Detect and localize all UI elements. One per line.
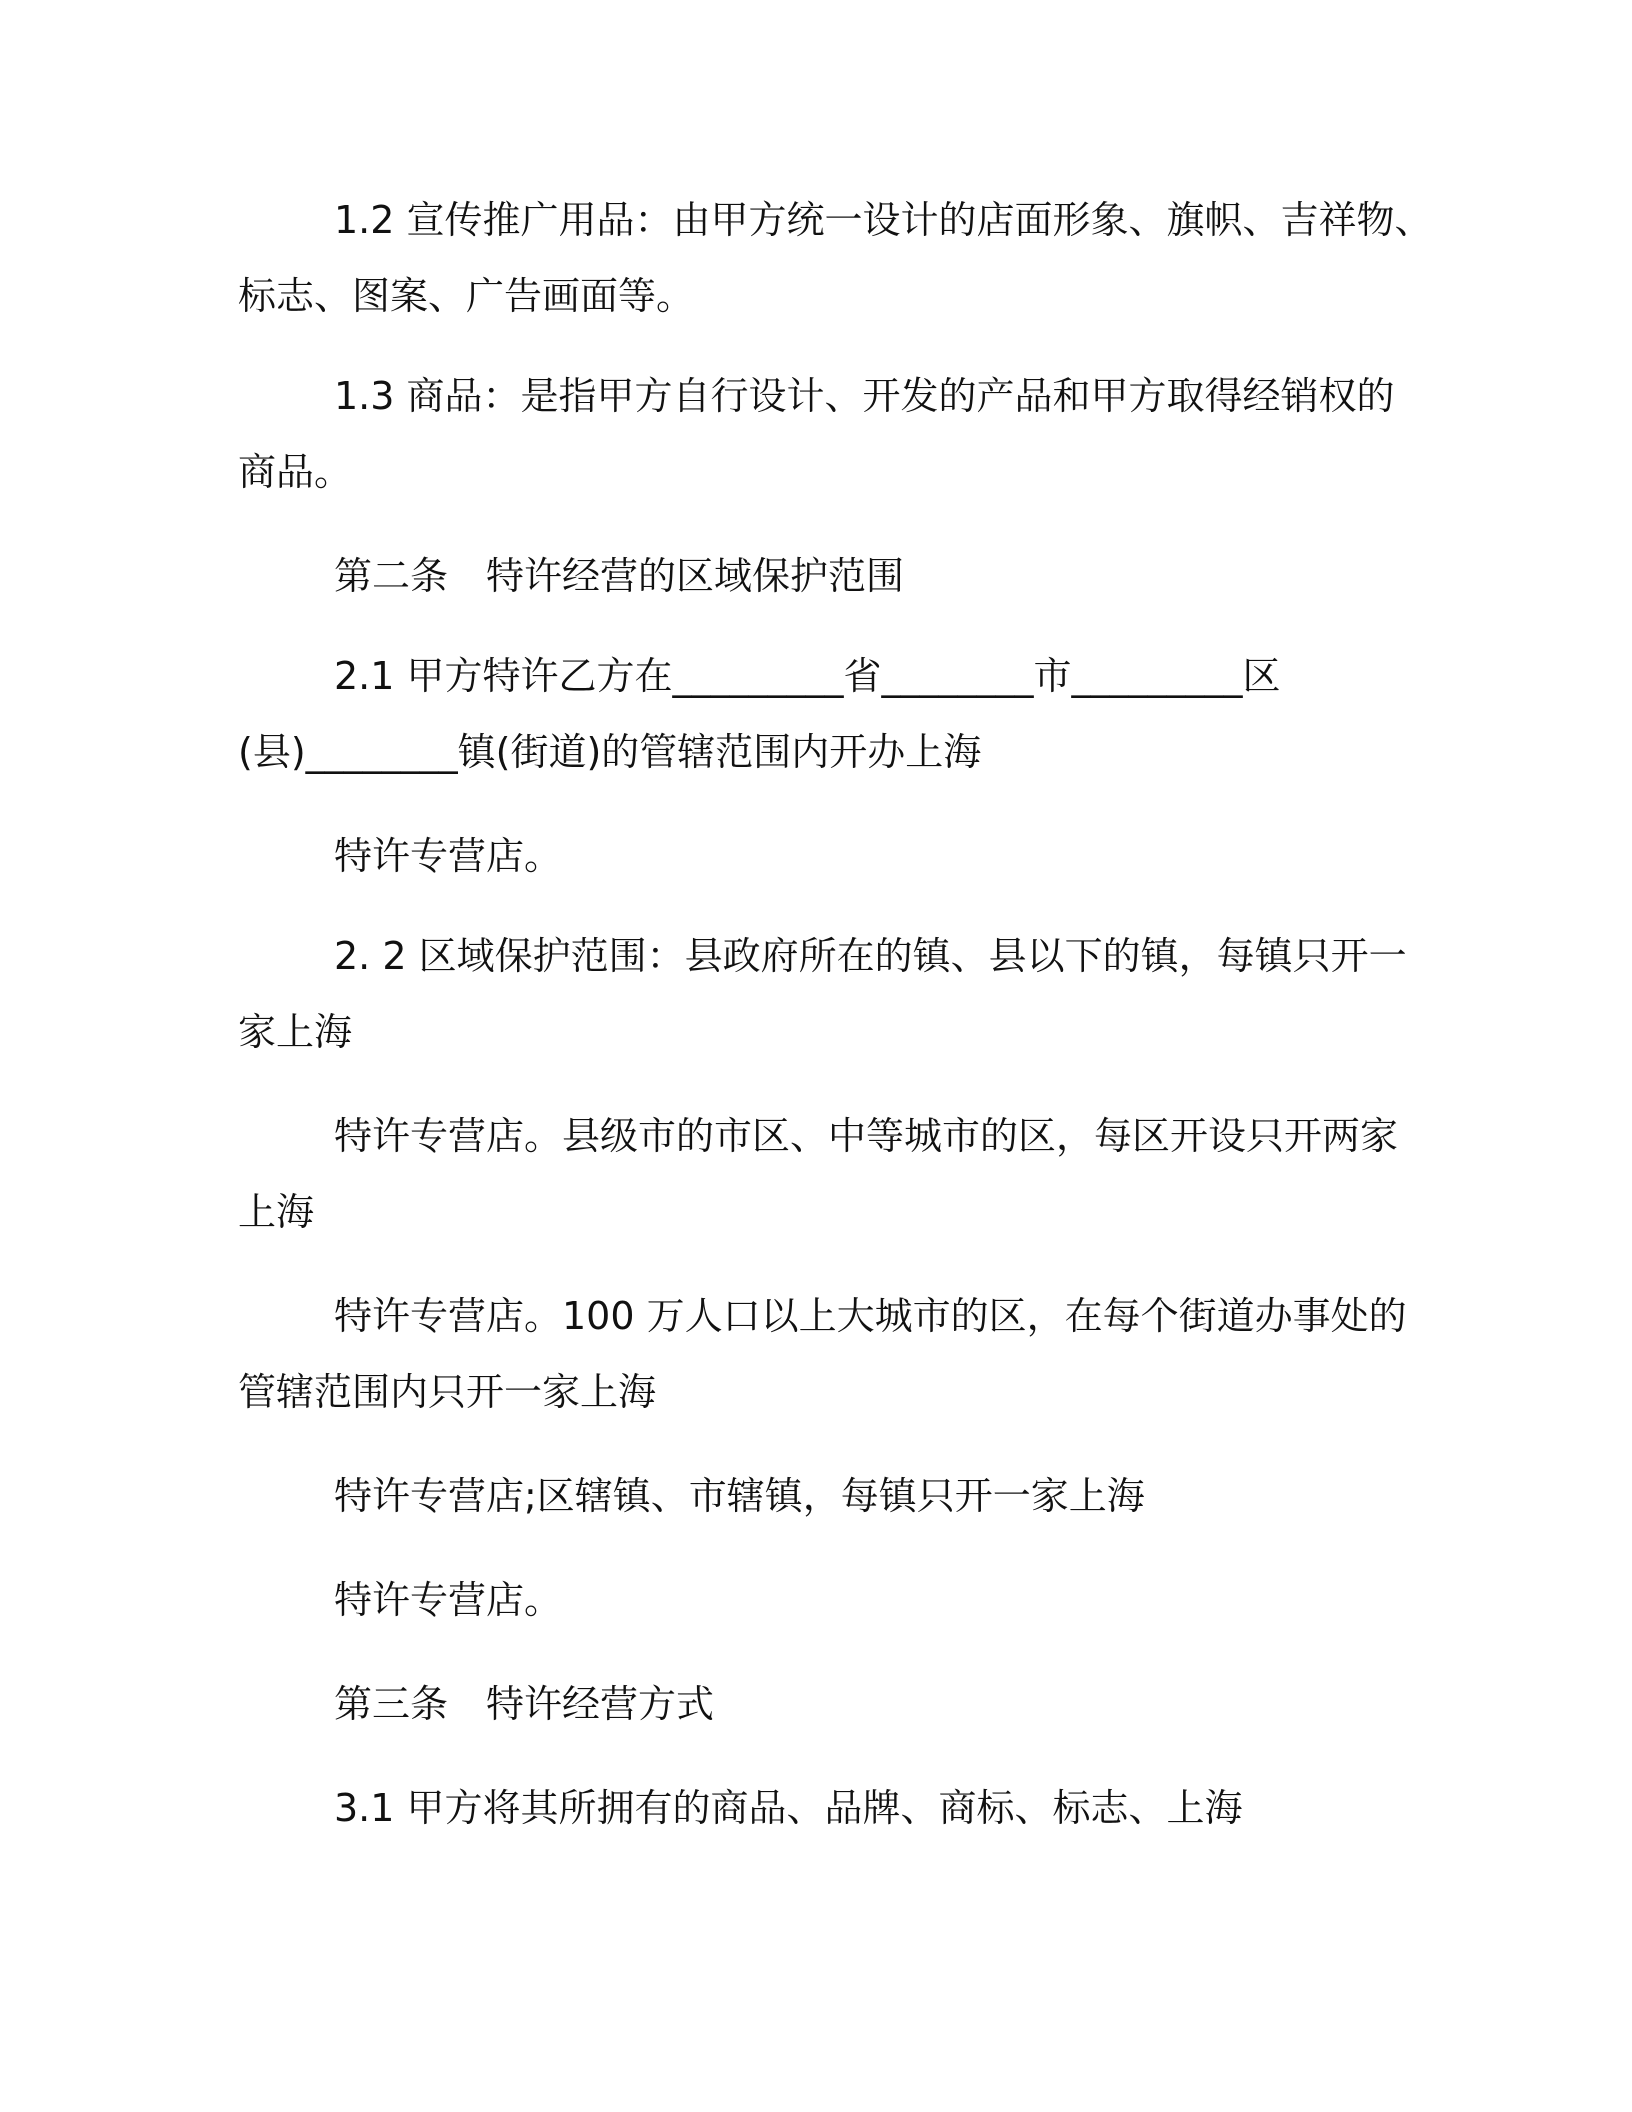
clause-2-2-line-3: 特许专营店。县级市的市区、中等城市的区，每区开设只开两家 xyxy=(334,1114,1399,1158)
clause-1-3-line-1: 1.3 商品：是指甲方自行设计、开发的产品和甲方取得经销权的 xyxy=(334,374,1395,418)
clause-2-2-line-5: 特许专营店。100 万人口以上大城市的区，在每个街道办事处的 xyxy=(334,1294,1407,1338)
clause-2-1-line-2: (县)________镇(街道)的管辖范围内开办上海 xyxy=(238,730,982,774)
clause-2-2-line-1: 2. 2 区域保护范围：县政府所在的镇、县以下的镇，每镇只开一 xyxy=(334,934,1407,978)
article-2-heading: 第二条 特许经营的区域保护范围 xyxy=(334,554,905,598)
clause-2-2-line-2: 家上海 xyxy=(238,1010,353,1054)
clause-2-2-line-6: 管辖范围内只开一家上海 xyxy=(238,1370,657,1414)
clause-1-2-line-1: 1.2 宣传推广用品：由甲方统一设计的店面形象、旗帜、吉祥物、 xyxy=(334,198,1433,242)
clause-2-1-line-1: 2.1 甲方特许乙方在_________省________市_________区 xyxy=(334,654,1281,698)
clause-1-2-line-2: 标志、图案、广告画面等。 xyxy=(238,274,695,318)
article-3-heading: 第三条 特许经营方式 xyxy=(334,1682,715,1726)
clause-2-1-line-3: 特许专营店。 xyxy=(334,834,563,878)
clause-2-2-line-4: 上海 xyxy=(238,1190,315,1234)
clause-1-3-line-2: 商品。 xyxy=(238,450,353,494)
clause-2-2-line-7: 特许专营店;区辖镇、市辖镇，每镇只开一家上海 xyxy=(334,1474,1145,1518)
clause-2-2-line-8: 特许专营店。 xyxy=(334,1578,563,1622)
clause-3-1-line-1: 3.1 甲方将其所拥有的商品、品牌、商标、标志、上海 xyxy=(334,1786,1243,1830)
